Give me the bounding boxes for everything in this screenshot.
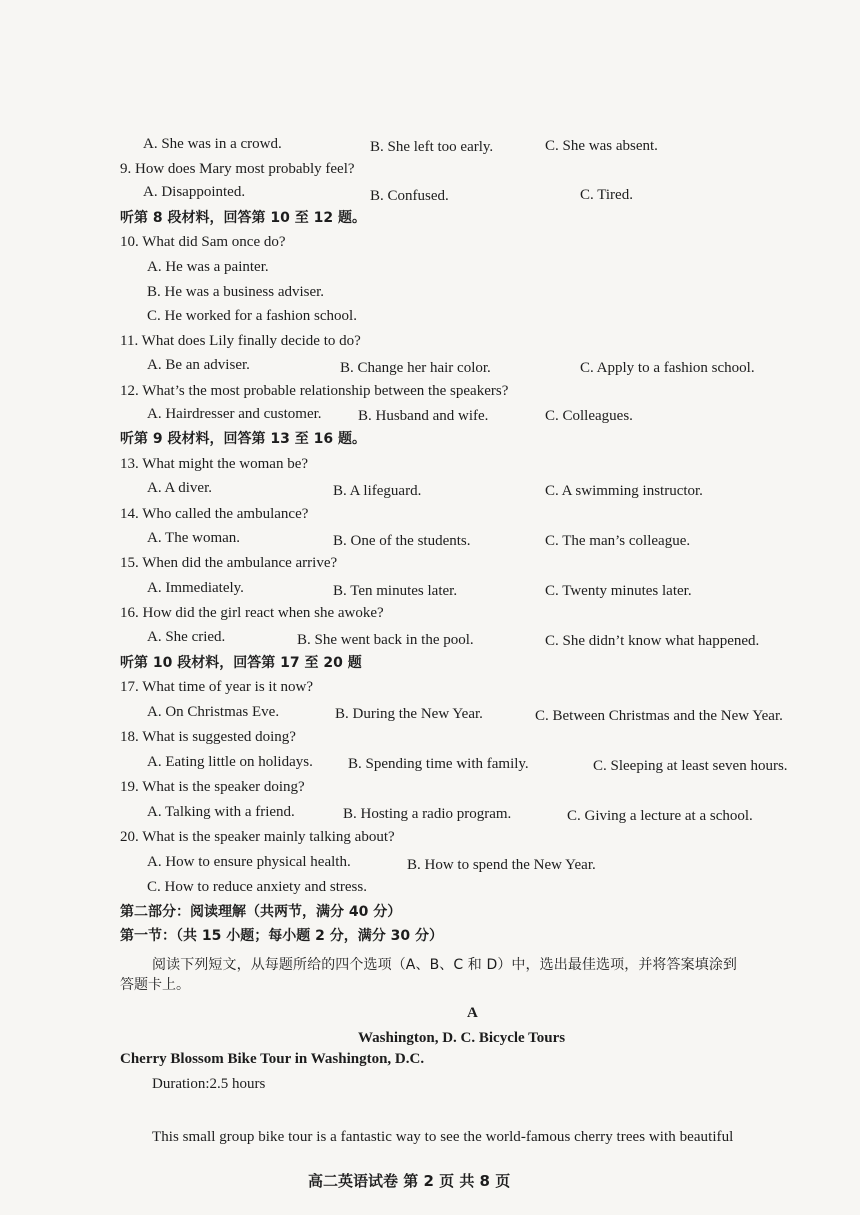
q17-option-c: C. Between Christmas and the New Year. — [535, 708, 783, 724]
q15-stem: 15. When did the ambulance arrive? — [120, 555, 338, 571]
q13-option-b: B. A lifeguard. — [333, 483, 422, 499]
q10-option-a: A. He was a painter. — [147, 259, 269, 275]
passage-title: Washington, D. C. Bicycle Tours — [358, 1030, 566, 1046]
q9-option-c: C. Tired. — [580, 187, 633, 203]
q19-option-c: C. Giving a lecture at a school. — [567, 808, 753, 824]
q13-option-c: C. A swimming instructor. — [545, 483, 703, 499]
q15-option-c: C. Twenty minutes later. — [545, 583, 692, 599]
q12-option-a: A. Hairdresser and customer. — [147, 406, 322, 422]
q17-option-b: B. During the New Year. — [335, 706, 483, 722]
passage-letter: A — [467, 1005, 478, 1021]
tour-duration: Duration:2.5 hours — [152, 1076, 266, 1092]
q12-option-c: C. Colleagues. — [545, 408, 633, 424]
q12-option-b: B. Husband and wife. — [358, 408, 489, 424]
q18-stem: 18. What is suggested doing? — [120, 729, 296, 745]
q19-option-b: B. Hosting a radio program. — [343, 806, 512, 822]
q14-option-b: B. One of the students. — [333, 533, 471, 549]
q14-option-a: A. The woman. — [147, 530, 241, 546]
q16-option-a: A. She cried. — [147, 629, 226, 645]
q12-stem: 12. What’s the most probable relationship between the speakers? — [120, 383, 509, 399]
q11-option-a: A. Be an adviser. — [147, 357, 250, 373]
q11-stem: 11. What does Lily finally decide to do? — [120, 333, 361, 349]
part-2-heading: 第二部分：阅读理解（共两节，满分 40 分） — [120, 904, 402, 920]
q16-option-b: B. She went back in the pool. — [297, 632, 474, 648]
instructions-line-1: 阅读下列短文，从每题所给的四个选项（A、B、C 和 D）中，选出最佳选项，并将答案填涂到 — [152, 957, 738, 973]
q18-option-b: B. Spending time with family. — [348, 756, 529, 772]
q19-stem: 19. What is the speaker doing? — [120, 779, 305, 795]
part-2-section-1-heading: 第一节：（共 15 小题；每小题 2 分，满分 30 分） — [120, 928, 443, 944]
q11-option-c: C. Apply to a fashion school. — [580, 360, 755, 376]
q20-stem: 20. What is the speaker mainly talking about? — [120, 829, 395, 845]
page-footer: 高二英语试卷 第 2 页 共 8 页 — [308, 1172, 511, 1190]
section-9-heading: 听第 9 段材料，回答第 13 至 16 题。 — [120, 431, 366, 447]
q16-option-c: C. She didn’t know what happened. — [545, 633, 760, 649]
q16-stem: 16. How did the girl react when she awoke? — [120, 605, 384, 621]
q13-option-a: A. A diver. — [147, 480, 213, 496]
q15-option-a: A. Immediately. — [147, 580, 244, 596]
q17-option-a: A. On Christmas Eve. — [147, 704, 280, 720]
q9-option-a: A. Disappointed. — [143, 184, 246, 200]
q10-stem: 10. What did Sam once do? — [120, 234, 286, 250]
q10-option-b: B. He was a business adviser. — [147, 284, 325, 300]
q8-option-c: C. She was absent. — [545, 138, 658, 154]
q15-option-b: B. Ten minutes later. — [333, 583, 458, 599]
q8-option-b: B. She left too early. — [370, 139, 494, 155]
tour-title: Cherry Blossom Bike Tour in Washington, D.C. — [120, 1051, 425, 1067]
q14-stem: 14. Who called the ambulance? — [120, 506, 309, 522]
section-10-heading: 听第 10 段材料，回答第 17 至 20 题 — [120, 655, 362, 671]
q20-option-c: C. How to reduce anxiety and stress. — [147, 879, 367, 895]
q18-option-c: C. Sleeping at least seven hours. — [593, 758, 788, 774]
instructions-line-2: 答题卡上。 — [120, 977, 190, 993]
q20-option-b: B. How to spend the New Year. — [407, 857, 596, 873]
q14-option-c: C. The man’s colleague. — [545, 533, 691, 549]
q9-stem: 9. How does Mary most probably feel? — [120, 161, 355, 177]
q13-stem: 13. What might the woman be? — [120, 456, 309, 472]
q19-option-a: A. Talking with a friend. — [147, 804, 295, 820]
q8-option-a: A. She was in a crowd. — [143, 136, 282, 152]
q10-option-c: C. He worked for a fashion school. — [147, 308, 357, 324]
q17-stem: 17. What time of year is it now? — [120, 679, 314, 695]
passage-body-line: This small group bike tour is a fantastic way to see the world-famous cherry trees with beautiful — [152, 1129, 734, 1145]
q20-option-a: A. How to ensure physical health. — [147, 854, 351, 870]
section-8-heading: 听第 8 段材料，回答第 10 至 12 题。 — [120, 210, 366, 226]
q11-option-b: B. Change her hair color. — [340, 360, 491, 376]
q9-option-b: B. Confused. — [370, 188, 449, 204]
q18-option-a: A. Eating little on holidays. — [147, 754, 313, 770]
